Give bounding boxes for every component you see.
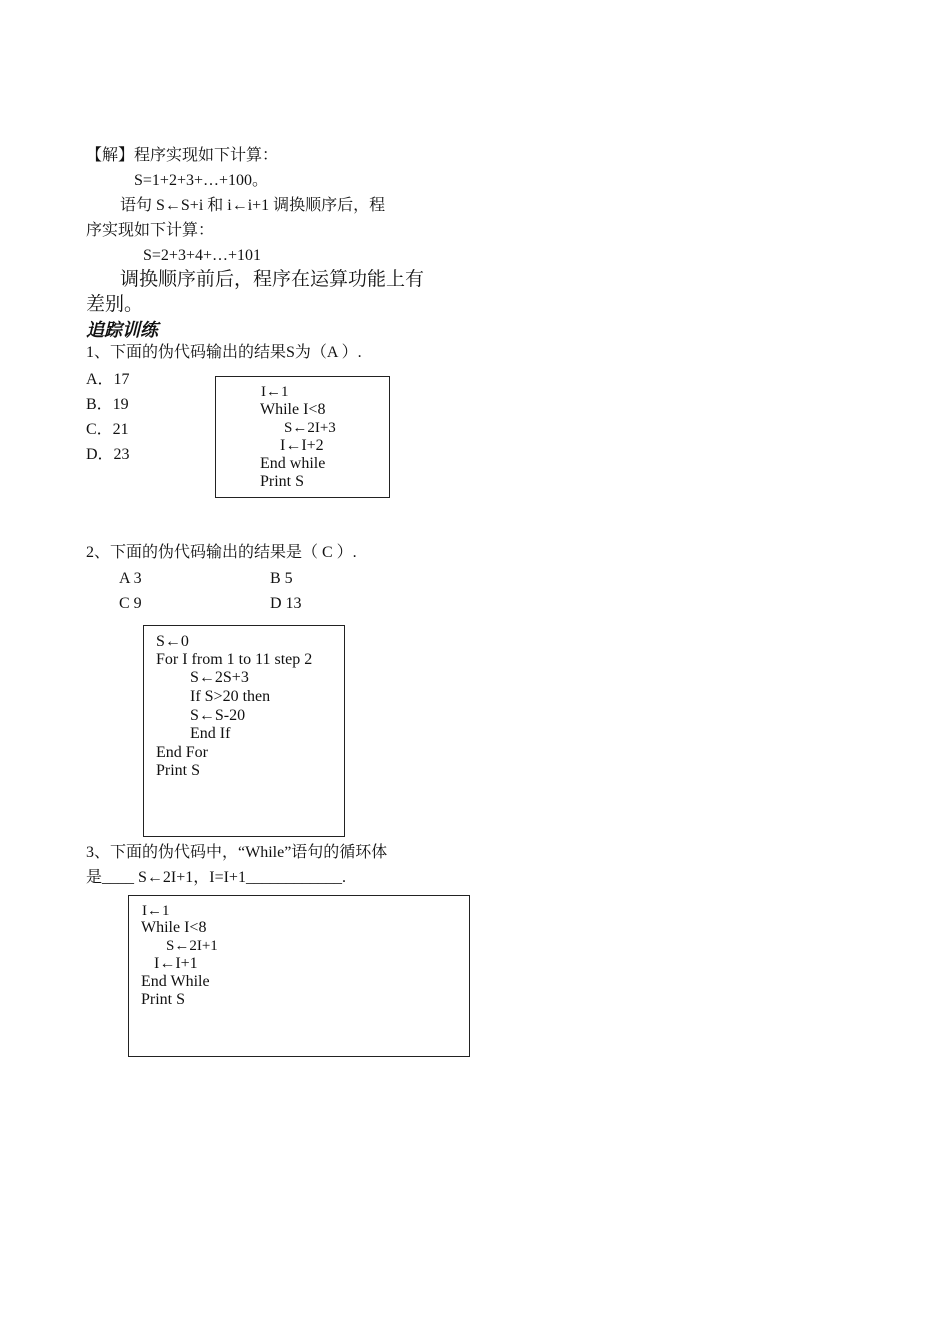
code-line: While I<8: [141, 919, 207, 936]
code-line: S←2I+3: [284, 420, 336, 436]
code-line: Print S: [141, 991, 186, 1008]
question-2: 2、下面的伪代码输出的结果是（ C ）.: [86, 544, 357, 561]
code-line: Print S: [156, 762, 201, 779]
solution-text-3: 调换顺序前后，程序在运算功能上有: [120, 269, 425, 290]
q2-option-b: B 5: [270, 570, 293, 587]
code-line: For I from 1 to 11 step 2: [156, 651, 313, 668]
code-line: I←I+2: [280, 437, 324, 454]
q2-option-c: C 9: [119, 595, 142, 612]
q1-option-d: D．23: [86, 446, 130, 463]
code-line: S←0: [156, 633, 189, 650]
code-line: If S>20 then: [190, 688, 271, 705]
code-line: I←I+1: [154, 955, 198, 972]
q2-code-box: [143, 625, 345, 837]
code-line: End For: [156, 744, 208, 761]
solution-text-2: 序实现如下计算：: [86, 222, 215, 239]
code-line: Print S: [260, 473, 305, 490]
q1-code-box: [215, 376, 390, 498]
question-1: 1、下面的伪代码输出的结果S为（A ）.: [86, 344, 362, 361]
q1-option-b: B．19: [86, 396, 129, 413]
code-line: End While: [141, 973, 210, 990]
code-line: End while: [260, 455, 326, 472]
code-line: I←1: [261, 384, 289, 400]
q1-option-c: C．21: [86, 421, 129, 438]
solution-formula-1: S=1+2+3+…+100。: [134, 172, 269, 189]
section-title: 追踪训练: [86, 320, 158, 340]
question-3: 3、下面的伪代码中，“While”语句的循环体: [86, 844, 388, 861]
code-line: End If: [190, 725, 231, 742]
code-line: S←2I+1: [166, 938, 218, 954]
q2-option-d: D 13: [270, 595, 302, 612]
code-line: While I<8: [260, 401, 326, 418]
code-line: S←S-20: [190, 707, 246, 724]
code-line: I←1: [142, 903, 170, 919]
q3-code-box: [128, 895, 470, 1057]
solution-text-4: 差别。: [86, 294, 144, 315]
code-line: S←2S+3: [190, 669, 249, 686]
solution-formula-2: S=2+3+4+…+101: [143, 247, 262, 264]
solution-heading: 【解】程序实现如下计算：: [86, 147, 279, 164]
q2-option-a: A 3: [119, 570, 142, 587]
q1-option-a: A．17: [86, 371, 130, 388]
solution-text-1: 语句 S←S+i 和 i←i+1 调换顺序后，程: [120, 197, 386, 214]
question-3-answer: 是____ S←2I+1，I=I+1____________.: [86, 869, 346, 886]
